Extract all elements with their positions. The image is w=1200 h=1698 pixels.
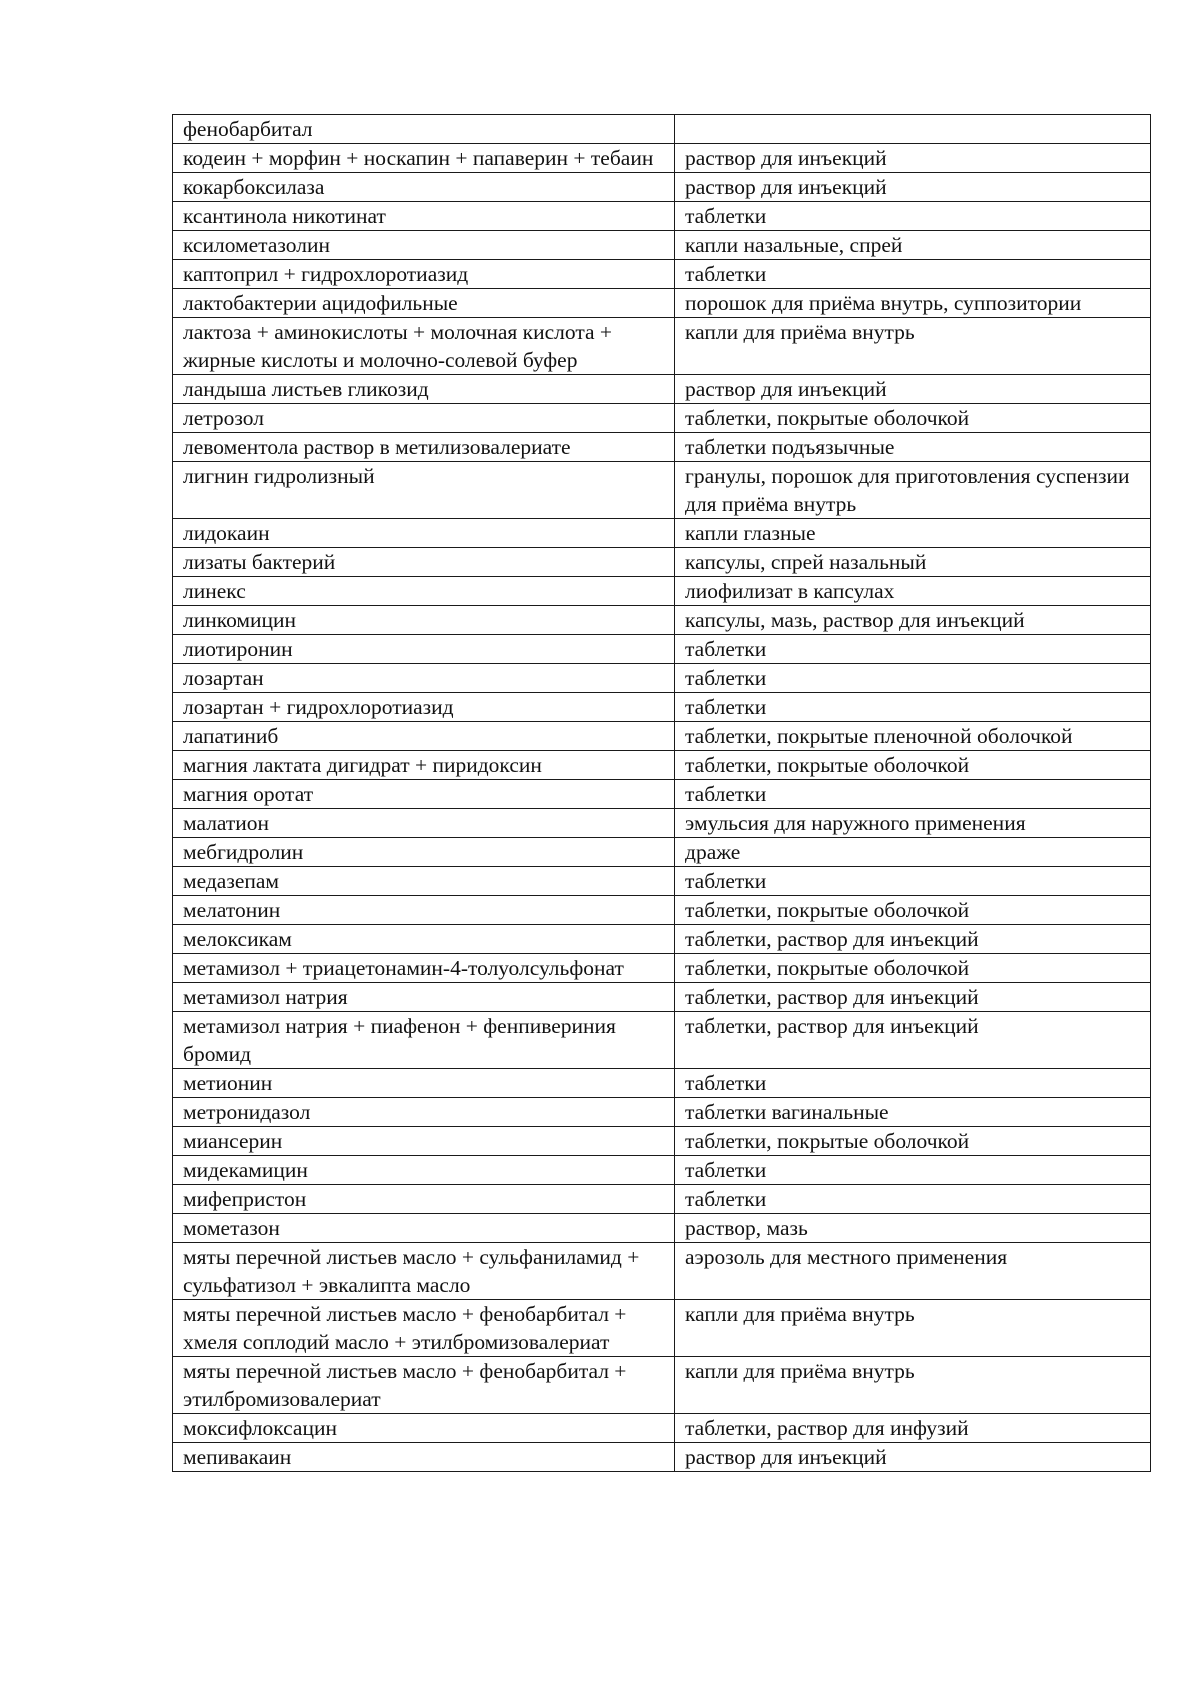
table-row <box>173 693 1151 722</box>
dosage-form-cell: таблетки <box>675 1185 1151 1214</box>
dosage-form-cell: капли глазные <box>675 519 1151 548</box>
dosage-form-cell: таблетки, покрытые оболочкой <box>675 1127 1151 1156</box>
dosage-form-cell: таблетки, покрытые оболочкой <box>675 896 1151 925</box>
dosage-form-cell: таблетки <box>675 693 1151 722</box>
drug-name-cell: мяты перечной листьев масло + сульфаниламид + сульфатизол + эвкалипта масло <box>173 1243 675 1300</box>
dosage-form-cell: таблетки, покрытые пленочной оболочкой <box>675 722 1151 751</box>
table-row <box>173 1098 1151 1127</box>
dosage-form-cell: таблетки подъязычные <box>675 433 1151 462</box>
table-row <box>173 867 1151 896</box>
dosage-form-cell: раствор для инъекций <box>675 1443 1151 1472</box>
dosage-form-cell: таблетки, покрытые оболочкой <box>675 404 1151 433</box>
dosage-form-cell: капли для приёма внутрь <box>675 318 1151 375</box>
table-row <box>173 519 1151 548</box>
table-row <box>173 1214 1151 1243</box>
drug-name-cell: мяты перечной листьев масло + фенобарбитал + хмеля соплодий масло + этилбромизовалериат <box>173 1300 675 1357</box>
drug-name-cell: мепивакаин <box>173 1443 675 1472</box>
table-row <box>173 1185 1151 1214</box>
dosage-form-cell: раствор для инъекций <box>675 173 1151 202</box>
drug-table-body <box>173 115 1151 1472</box>
dosage-form-cell: таблетки <box>675 635 1151 664</box>
dosage-form-cell: таблетки <box>675 1069 1151 1098</box>
drug-name-cell: ксантинола никотинат <box>173 202 675 231</box>
table-row <box>173 809 1151 838</box>
drug-name-cell: магния лактата дигидрат + пиридоксин <box>173 751 675 780</box>
drug-name-cell: фенобарбитал <box>173 115 675 144</box>
dosage-form-cell: раствор для инъекций <box>675 144 1151 173</box>
drug-name-cell: лозартан <box>173 664 675 693</box>
dosage-form-cell: эмульсия для наружного применения <box>675 809 1151 838</box>
dosage-form-cell: таблетки, покрытые оболочкой <box>675 751 1151 780</box>
drug-name-cell: метронидазол <box>173 1098 675 1127</box>
table-row <box>173 289 1151 318</box>
table-row <box>173 231 1151 260</box>
dosage-form-cell: таблетки вагинальные <box>675 1098 1151 1127</box>
dosage-form-cell: таблетки <box>675 1156 1151 1185</box>
table-row <box>173 115 1151 144</box>
dosage-form-cell: раствор, мазь <box>675 1214 1151 1243</box>
dosage-form-cell: гранулы, порошок для приготовления суспензии для приёма внутрь <box>675 462 1151 519</box>
dosage-form-cell: таблетки <box>675 664 1151 693</box>
table-row <box>173 577 1151 606</box>
table-row <box>173 144 1151 173</box>
drug-name-cell: левоментола раствор в метилизовалериате <box>173 433 675 462</box>
table-row <box>173 1156 1151 1185</box>
table-row <box>173 202 1151 231</box>
table-row <box>173 896 1151 925</box>
table-row <box>173 722 1151 751</box>
drug-name-cell: метионин <box>173 1069 675 1098</box>
table-row <box>173 173 1151 202</box>
drug-name-cell: лизаты бактерий <box>173 548 675 577</box>
drug-name-cell: лактобактерии ацидофильные <box>173 289 675 318</box>
dosage-form-cell: таблетки <box>675 202 1151 231</box>
drug-name-cell: метамизол натрия <box>173 983 675 1012</box>
drug-name-cell: линекс <box>173 577 675 606</box>
drug-name-cell: мометазон <box>173 1214 675 1243</box>
table-row <box>173 375 1151 404</box>
table-row <box>173 1300 1151 1357</box>
drug-name-cell: лидокаин <box>173 519 675 548</box>
drug-name-cell: линкомицин <box>173 606 675 635</box>
table-row <box>173 954 1151 983</box>
dosage-form-cell: аэрозоль для местного применения <box>675 1243 1151 1300</box>
dosage-form-cell: таблетки <box>675 780 1151 809</box>
dosage-form-cell: капли для приёма внутрь <box>675 1357 1151 1414</box>
table-row <box>173 983 1151 1012</box>
table-row <box>173 1243 1151 1300</box>
drug-name-cell: лактоза + аминокислоты + молочная кислота + жирные кислоты и молочно-солевой буфер <box>173 318 675 375</box>
drug-name-cell: моксифлоксацин <box>173 1414 675 1443</box>
dosage-form-cell: капли для приёма внутрь <box>675 1300 1151 1357</box>
drug-name-cell: лигнин гидролизный <box>173 462 675 519</box>
table-row <box>173 404 1151 433</box>
drug-name-cell: медазепам <box>173 867 675 896</box>
table-row <box>173 1069 1151 1098</box>
drug-name-cell: мифепристон <box>173 1185 675 1214</box>
drug-table <box>172 114 1151 1472</box>
dosage-form-cell: капли назальные, спрей <box>675 231 1151 260</box>
table-row <box>173 462 1151 519</box>
drug-name-cell: каптоприл + гидрохлоротиазид <box>173 260 675 289</box>
dosage-form-cell: капсулы, спрей назальный <box>675 548 1151 577</box>
table-row <box>173 1357 1151 1414</box>
dosage-form-cell <box>675 115 1151 144</box>
dosage-form-cell: порошок для приёма внутрь, суппозитории <box>675 289 1151 318</box>
table-row <box>173 606 1151 635</box>
dosage-form-cell: раствор для инъекций <box>675 375 1151 404</box>
table-row <box>173 925 1151 954</box>
drug-name-cell: мелатонин <box>173 896 675 925</box>
drug-name-cell: кокарбоксилаза <box>173 173 675 202</box>
table-row <box>173 1127 1151 1156</box>
drug-name-cell: мяты перечной листьев масло + фенобарбитал + этилбромизовалериат <box>173 1357 675 1414</box>
table-row <box>173 751 1151 780</box>
drug-name-cell: лозартан + гидрохлоротиазид <box>173 693 675 722</box>
dosage-form-cell: капсулы, мазь, раствор для инъекций <box>675 606 1151 635</box>
table-row <box>173 664 1151 693</box>
table-row <box>173 1012 1151 1069</box>
table-row <box>173 838 1151 867</box>
drug-name-cell: летрозол <box>173 404 675 433</box>
dosage-form-cell: таблетки <box>675 867 1151 896</box>
dosage-form-cell: таблетки, раствор для инъекций <box>675 983 1151 1012</box>
dosage-form-cell: лиофилизат в капсулах <box>675 577 1151 606</box>
drug-name-cell: мелоксикам <box>173 925 675 954</box>
drug-name-cell: магния оротат <box>173 780 675 809</box>
drug-name-cell: ландыша листьев гликозид <box>173 375 675 404</box>
dosage-form-cell: драже <box>675 838 1151 867</box>
drug-name-cell: метамизол натрия + пиафенон + фенпивериния бромид <box>173 1012 675 1069</box>
table-row <box>173 635 1151 664</box>
dosage-form-cell: таблетки, раствор для инъекций <box>675 925 1151 954</box>
drug-name-cell: ксилометазолин <box>173 231 675 260</box>
dosage-form-cell: таблетки, покрытые оболочкой <box>675 954 1151 983</box>
dosage-form-cell: таблетки, раствор для инфузий <box>675 1414 1151 1443</box>
drug-name-cell: лапатиниб <box>173 722 675 751</box>
drug-name-cell: лиотиронин <box>173 635 675 664</box>
drug-name-cell: малатион <box>173 809 675 838</box>
table-row <box>173 318 1151 375</box>
drug-name-cell: кодеин + морфин + носкапин + папаверин + тебаин <box>173 144 675 173</box>
dosage-form-cell: таблетки, раствор для инъекций <box>675 1012 1151 1069</box>
dosage-form-cell: таблетки <box>675 260 1151 289</box>
drug-name-cell: миансерин <box>173 1127 675 1156</box>
table-row <box>173 1443 1151 1472</box>
table-row <box>173 548 1151 577</box>
table-row <box>173 780 1151 809</box>
table-row <box>173 1414 1151 1443</box>
drug-name-cell: метамизол + триацетонамин-4-толуолсульфонат <box>173 954 675 983</box>
table-row <box>173 433 1151 462</box>
table-row <box>173 260 1151 289</box>
drug-name-cell: мебгидролин <box>173 838 675 867</box>
drug-name-cell: мидекамицин <box>173 1156 675 1185</box>
